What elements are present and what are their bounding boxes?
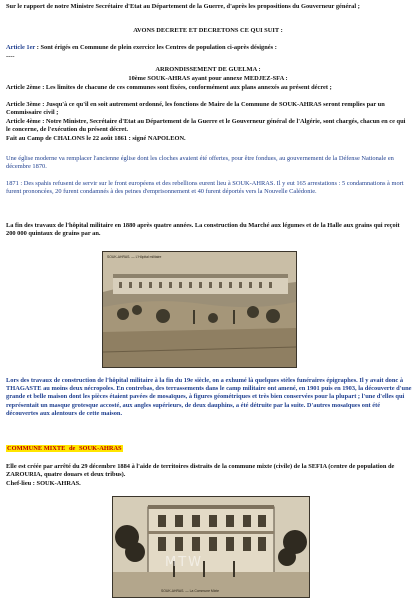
- decree-heading: AVONS DECRETE ET DECRETONS CE QUI SUIT :: [133, 27, 283, 34]
- hopital-paragraph: La fin des travaux de l'hôpital militaire en 1880 après quatre années. La construction du Marché aux légumes et de la Halle aux grains qui reçoit 200 000 quintaux de grains par an.: [6, 222, 400, 238]
- travaux-paragraph: Lors des travaux de construction de l'hôpital militaire à la fin du 19e siècle, on a exhumé là quelques stèles funéraires épigraphes. Il y avait donc à THAGASTE au moins deux nécropoles. En contrebas, des terrassements dans le camp militaire ont amené, en 1901 puis en 1903, la découverte d'une grande et belle maison dont les pièces étaient pavées de mosaïques, à figures géométriques et très bien conservées pour la plupart ; l'une d'elles qui représentait un masque grotesque accosté, aux angles supérieurs, de deux dauphins, a été détruite par la suite. D'autres mosaïques ont été découvertes aux alentours de cette maison.: [6, 377, 412, 417]
- commune-mixte-de: de: [67, 445, 77, 452]
- arrondissement-heading: ARRONDISSEMENT DE GUELMA :: [155, 66, 261, 73]
- article-4: Article 4ème : Notre Ministre, Secrétaire d'Etat au Département de la Guerre et le Gouverneur général de l'Algérie, sont chargés, chacun en ce qui le concerne, de l'exécution du présent décret.: [6, 118, 406, 134]
- commune-mixte-postcard-caption: SOUK-AHRAS. — La Commune Mixte: [161, 589, 220, 593]
- hospital-postcard-caption: SOUK-AHRAS. — L'Hôpital militaire: [107, 255, 162, 259]
- commune-mixte-postcard-photo: [112, 496, 310, 598]
- article-2: Article 2ème : Les limites de chacune de ces communes sont fixées, conformément aux plans annexés au présent décret ;: [6, 84, 332, 91]
- article-3: Article 3ème : Jusqu'à ce qu'il en soit autrement ordonné, les fonctions de Maire de la Commune de SOUK-AHRAS seront remplies par un Commissaire civil ;: [6, 101, 385, 117]
- hospital-postcard-photo: [102, 251, 297, 368]
- spahis-paragraph: 1871 : Des spahis refusent de servir sur le front européens et des rebellions eurent lieu à SOUK-AHRAS. Il y eut 165 arrestations : 5 condamnations à mort furent prononcées, 20 furent condamnés à des peines d'emprisonnement et 40 furent déportés vers la Nouvelle Calédonie.: [6, 180, 404, 196]
- chef-lieu-line: Chef-lieu : SOUK-AHRAS.: [6, 480, 81, 487]
- article-1-text: : Sont érigés en Commune de plein exercice les Centres de population ci-après désignés :: [35, 44, 277, 51]
- fait-signature-line: Fait au Camp de CHALONS le 22 août 1861 : signé NAPOLEON.: [6, 135, 186, 142]
- commune-mixte-heading: [6, 445, 410, 453]
- hospital-postcard-illustration: [103, 252, 296, 367]
- creation-paragraph: Elle est créée par arrêté du 29 décembre 1884 à l'aide de territoires distraits de la commune mixte (civile) de la SEFIA (centre de population de ZAROURIA, quatre douars et deux tribus).: [6, 463, 395, 479]
- commune-mixte-souk-ahras: SOUK-AHRAS: [79, 445, 122, 452]
- article-1: [6, 44, 410, 52]
- dashes: ----: [6, 53, 15, 60]
- watermark: MTW: [165, 555, 204, 570]
- commune-mixte-postcard-illustration: [113, 497, 309, 597]
- souk-ahras-annex-line: 10ème SOUK-AHRAS ayant pour annexe MEDJEZ-SFA :: [128, 75, 288, 82]
- commune-mixte-highlight: COMMUNE MIXTE: [7, 445, 66, 452]
- eglise-paragraph: Une église moderne va remplacer l'ancienne église dont les cloches avaient été offertes, pour être fondues, au gouvernement de la Défense Nationale en décembre 1870.: [6, 155, 394, 171]
- intro-paragraph: Sur le rapport de notre Ministre Secrétaire d'Etat au Département de la Guerre, d'après les propositions du Gouverneur général ;: [6, 3, 360, 10]
- article-1-label: Article 1er: [6, 44, 36, 51]
